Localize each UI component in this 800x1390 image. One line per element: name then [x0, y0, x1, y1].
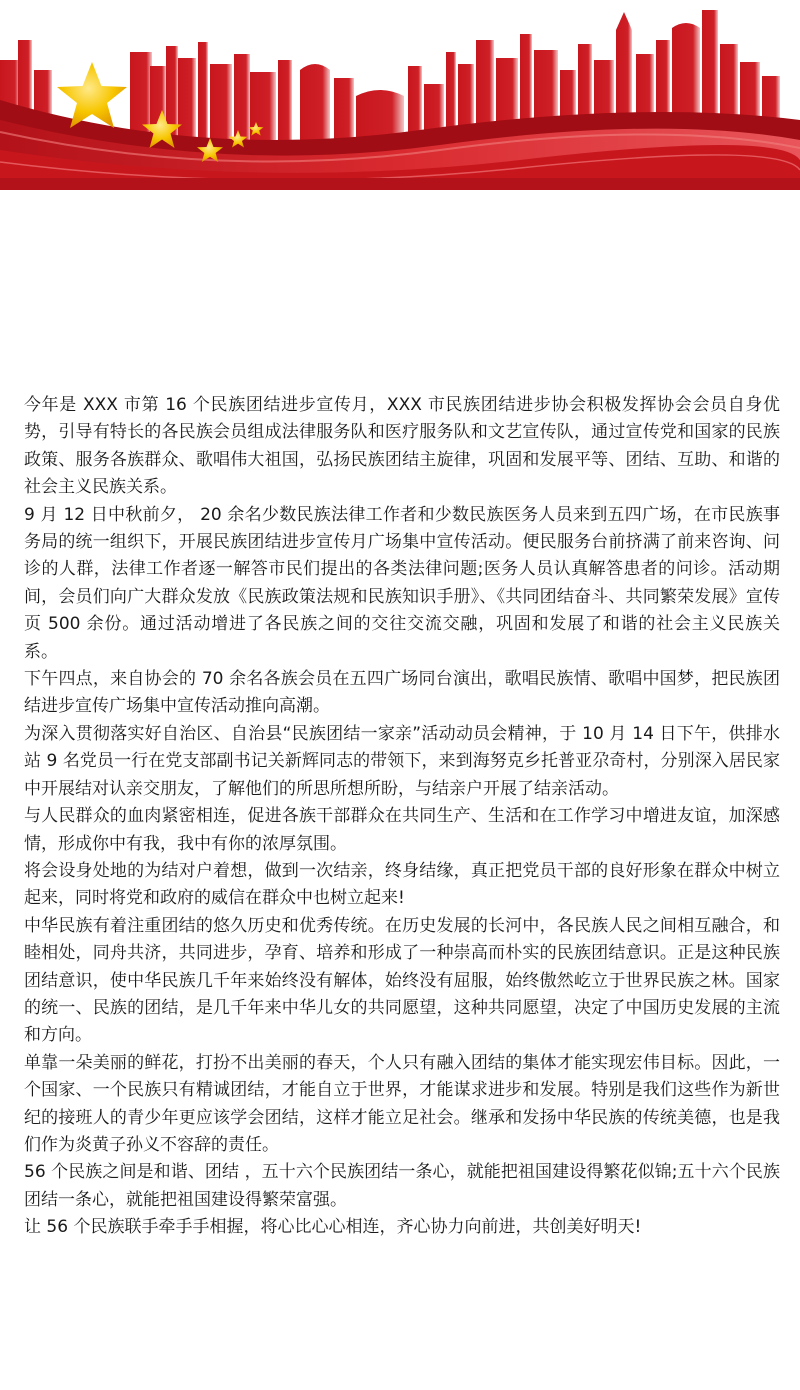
article-body [24, 392, 780, 1242]
paragraph: 中华民族有着注重团结的悠久历史和优秀传统。在历史发展的长河中，各民族人民之间相互融合，和睦相处，同舟共济，共同进步，孕育、培养和形成了一种崇高而朴实的民族团结意识。正是这种民族团结意识，使中华民族几千年来始终没有解体，始终没有屈服，始终傲然屹立于世界民族之林。国家的统一、民族的团结，是几千年来中华儿女的共同愿望，这种共同愿望，决定了中国历史发展的主流和方向。 [24, 915, 780, 1046]
header-banner [0, 0, 800, 190]
banner-graphic [0, 0, 800, 190]
paragraph: 56 个民族之间是和谐、团结 ，五十六个民族团结一条心，就能把祖国建设得繁花似锦;五十六个民族团结一条心，就能把祖国建设得繁荣富强。 [24, 1162, 780, 1210]
paragraph: 与人民群众的血肉紧密相连，促进各族干部群众在共同生产、生活和在工作学习中增进友谊，加深感情，形成你中有我，我中有你的浓厚氛围。 [24, 806, 780, 854]
paragraph: 为深入贯彻落实好自治区、自治县“民族团结一家亲”活动动员会精神，于 10 月 14 日下午，供排水站 9 名党员一行在党支部副书记关新辉同志的带领下，来到海努克乡托普亚尕奇村，分别深入居民家中开展结对认亲交朋友，了解他们的所思所想所盼，与结亲户开展了结亲活动。 [24, 723, 780, 799]
paragraph: 9 月 12 日中秋前夕， 20 余名少数民族法律工作者和少数民族医务人员来到五四广场，在市民族事务局的统一组织下，开展民族团结进步宣传月广场集中宣传活动。便民服务台前挤满了前来咨询、问诊的人群，法律工作者逐一解答市民们提出的各类法律问题;医务人员认真解答患者的问诊。活动期间，会员们向广大群众发放《民族政策法规和民族知识手册》、《共同团结奋斗、共同繁荣发展》宣传页 500 余份。通过活动增进了各民族之间的交往交流交融，巩固和发展了和谐的社会主义民族关系。 [24, 504, 780, 662]
paragraph: 下午四点，来自协会的 70 余名各族会员在五四广场同台演出，歌唱民族情、歌唱中国梦，把民族团结进步宣传广场集中宣传活动推向高潮。 [24, 669, 780, 717]
paragraph: 单靠一朵美丽的鲜花，打扮不出美丽的春天，个人只有融入团结的集体才能实现宏伟目标。因此，一个国家、一个民族只有精诚团结，才能自立于世界，才能谋求进步和发展。特别是我们这些作为新世纪的接班人的青少年更应该学会团结，这样才能立足社会。继承和发扬中华民族的传统美德，也是我们作为炎黄子孙义不容辞的责任。 [24, 1052, 780, 1155]
paragraph: 让 56 个民族联手牵手手相握，将心比心心相连，齐心协力向前进，共创美好明天! [24, 1217, 642, 1238]
paragraph: 将会设身处地的为结对户着想，做到一次结亲，终身结缘，真正把党员干部的良好形象在群众中树立起来，同时将党和政府的威信在群众中也树立起来! [24, 860, 780, 909]
paragraph: 今年是 XXX 市第 16 个民族团结进步宣传月，XXX 市民族团结进步协会积极发挥协会会员自身优势，引导有特长的各民族会员组成法律服务队和医疗服务队和文艺宣传队，通过宣传党和国家的民族政策、服务各族群众、歌唱伟大祖国，弘扬民族团结主旋律，巩固和发展平等、团结、互助、和谐的社会主义民族关系。 [24, 395, 780, 498]
